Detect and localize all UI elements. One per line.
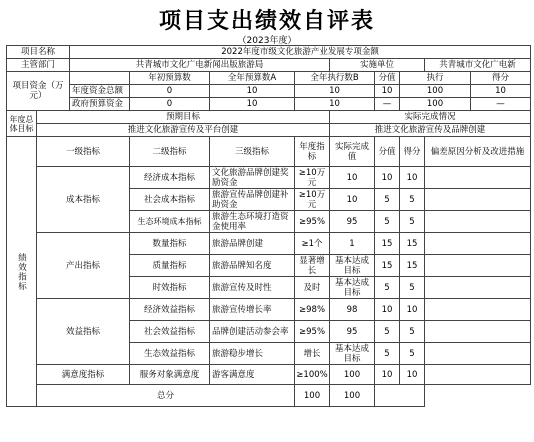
indicator-actual: 95 <box>330 211 375 233</box>
unit-value: 共青城市文化广电新 <box>425 59 531 72</box>
total-row <box>7 385 531 407</box>
indicator-l3: 旅游稳步增长 <box>210 343 295 365</box>
indicator-target: ≥1个 <box>295 233 330 255</box>
indicator-score: 15 <box>400 255 425 277</box>
goals-actual-value: 推进文化旅游宣传及品牌创建 <box>330 124 531 137</box>
funds-cell: 10 <box>210 98 295 111</box>
funds-cell: 10 <box>295 98 375 111</box>
dept-label: 主管部门 <box>7 59 70 72</box>
indicator-l1: 产出指标 <box>37 233 130 299</box>
goals-actual-label: 实际完成情况 <box>330 111 531 124</box>
indicator-l3: 旅游宣传品牌创建补助资金 <box>210 189 295 211</box>
indicator-score-max: 5 <box>375 189 400 211</box>
funds-row <box>7 85 531 98</box>
indicator-note <box>425 167 531 189</box>
indicator-note <box>425 343 531 365</box>
project-label: 项目名称 <box>7 46 70 59</box>
funds-row-name: 年度资金总额 <box>70 85 130 98</box>
funds-cell: — <box>375 98 400 111</box>
indicator-l3: 品牌创建活动参会率 <box>210 321 295 343</box>
indicator-l1: 满意度指标 <box>37 365 130 385</box>
table-row <box>7 167 531 189</box>
indicator-note <box>425 365 531 385</box>
indicator-actual: 100 <box>330 365 375 385</box>
indicator-l2: 经济效益指标 <box>130 299 210 321</box>
dept-row <box>7 59 531 72</box>
indicator-actual: 基本达成目标 <box>330 255 375 277</box>
indicator-l1: 效益指标 <box>37 299 130 365</box>
indicator-header: 实际完成值 <box>330 137 375 167</box>
funds-header: 执行 <box>400 72 471 85</box>
indicator-actual: 基本达成目标 <box>330 343 375 365</box>
goals-plan-value: 推进文化旅游宣传及平台创建 <box>37 124 330 137</box>
indicator-actual: 95 <box>330 321 375 343</box>
evaluation-table <box>6 45 531 407</box>
unit-label: 实施单位 <box>330 59 425 72</box>
funds-row-name: 政府预算资金 <box>70 98 130 111</box>
indicator-l2: 服务对象满意度 <box>130 365 210 385</box>
indicator-l2: 经济成本指标 <box>130 167 210 189</box>
total-score: 100 <box>330 385 375 407</box>
indicator-target: ≥95% <box>295 321 330 343</box>
indicator-note <box>425 277 531 299</box>
funds-header: 得分 <box>471 72 531 85</box>
total-score-max: 100 <box>295 385 330 407</box>
funds-header: 分值 <box>375 72 400 85</box>
page-title: 项目支出绩效自评表 <box>158 9 375 34</box>
table-row <box>7 365 531 385</box>
indicator-note <box>425 189 531 211</box>
funds-cell: 10 <box>375 85 400 98</box>
funds-header: 年初预算数 <box>130 72 210 85</box>
indicator-l2: 质量指标 <box>130 255 210 277</box>
funds-header-row <box>7 72 531 85</box>
indicator-target: 显著增长 <box>295 255 330 277</box>
total-label: 总分 <box>37 385 295 407</box>
indicator-l2: 数量指标 <box>130 233 210 255</box>
indicator-header: 年度指标 <box>295 137 330 167</box>
indicator-actual: 98 <box>330 299 375 321</box>
indicator-header-row <box>7 137 531 167</box>
indicator-target: ≥98% <box>295 299 330 321</box>
funds-label: 项目资金（万元） <box>7 72 70 111</box>
goals-header-row <box>7 111 531 124</box>
dept-value: 共青城市文化广电新闻出版旅游局 <box>70 59 330 72</box>
project-row <box>7 46 531 59</box>
indicator-score: 10 <box>400 167 425 189</box>
funds-cell: 10 <box>471 85 531 98</box>
indicator-score-max: 10 <box>375 167 400 189</box>
goals-value-row <box>7 124 531 137</box>
funds-cell: 0 <box>130 98 210 111</box>
indicator-target: ≥95% <box>295 211 330 233</box>
indicator-side-label: 绩效指标 <box>7 137 37 407</box>
indicator-target: 增长 <box>295 343 330 365</box>
indicator-header: 三级指标 <box>210 137 295 167</box>
indicator-header: 二级指标 <box>130 137 210 167</box>
goals-label: 年度总体目标 <box>7 111 37 137</box>
indicator-l2: 生态效益指标 <box>130 343 210 365</box>
indicator-note <box>425 255 531 277</box>
funds-cell: — <box>471 98 531 111</box>
indicator-score-max: 5 <box>375 321 400 343</box>
indicator-target: ≥100% <box>295 365 330 385</box>
total-note <box>375 385 425 407</box>
funds-cell: 0 <box>130 85 210 98</box>
funds-header: 全年执行数B <box>295 72 375 85</box>
indicator-note <box>425 211 531 233</box>
indicator-score-max: 15 <box>375 233 400 255</box>
indicator-score: 10 <box>400 299 425 321</box>
project-value: 2022年度市级文化旅游产业发展专项金额 <box>70 46 531 59</box>
indicator-l2: 生态环境成本指标 <box>130 211 210 233</box>
funds-cell: 100 <box>400 98 471 111</box>
indicator-actual: 1 <box>330 233 375 255</box>
goals-plan-label: 预期目标 <box>37 111 330 124</box>
indicator-score: 5 <box>400 321 425 343</box>
table-row <box>7 233 531 255</box>
indicator-header: 偏差原因分析及改进措施 <box>425 137 531 167</box>
indicator-score: 5 <box>400 343 425 365</box>
indicator-header: 一级指标 <box>37 137 130 167</box>
indicator-actual: 10 <box>330 167 375 189</box>
indicator-l3: 旅游宣传及时性 <box>210 277 295 299</box>
indicator-l2: 社会成本指标 <box>130 189 210 211</box>
indicator-target: 及时 <box>295 277 330 299</box>
indicator-l3: 文化旅游品牌创建奖励资金 <box>210 167 295 189</box>
indicator-score: 5 <box>400 211 425 233</box>
indicator-score-max: 10 <box>375 365 400 385</box>
indicator-header: 分值 <box>375 137 400 167</box>
page-subtitle: （2023年度） <box>237 36 297 46</box>
indicator-header: 得分 <box>400 137 425 167</box>
indicator-l1: 成本指标 <box>37 167 130 233</box>
indicator-score-max: 5 <box>375 277 400 299</box>
indicator-score-max: 5 <box>375 211 400 233</box>
indicator-l2: 时效指标 <box>130 277 210 299</box>
indicator-score-max: 10 <box>375 299 400 321</box>
indicator-note <box>425 299 531 321</box>
indicator-actual: 10 <box>330 189 375 211</box>
funds-cell: 10 <box>210 85 295 98</box>
indicator-score: 5 <box>400 189 425 211</box>
funds-cell: 10 <box>295 85 375 98</box>
funds-row <box>7 98 531 111</box>
indicator-l3: 旅游品牌知名度 <box>210 255 295 277</box>
indicator-actual: 基本达成目标 <box>330 277 375 299</box>
indicator-score-max: 15 <box>375 255 400 277</box>
indicator-l3: 旅游生态环境打造资金使用率 <box>210 211 295 233</box>
indicator-l3: 旅游品牌创建 <box>210 233 295 255</box>
indicator-target: ≥10万元 <box>295 167 330 189</box>
indicator-target: ≥10万元 <box>295 189 330 211</box>
indicator-l2: 社会效益指标 <box>130 321 210 343</box>
indicator-l3: 游客满意度 <box>210 365 295 385</box>
funds-cell: 100 <box>400 85 471 98</box>
indicator-score-max: 5 <box>375 343 400 365</box>
funds-header: 全年预算数A <box>210 72 295 85</box>
indicator-score: 5 <box>400 277 425 299</box>
table-row <box>7 299 531 321</box>
indicator-l3: 旅游宣传增长率 <box>210 299 295 321</box>
indicator-score: 10 <box>400 365 425 385</box>
indicator-note <box>425 233 531 255</box>
indicator-score: 15 <box>400 233 425 255</box>
indicator-note <box>425 321 531 343</box>
